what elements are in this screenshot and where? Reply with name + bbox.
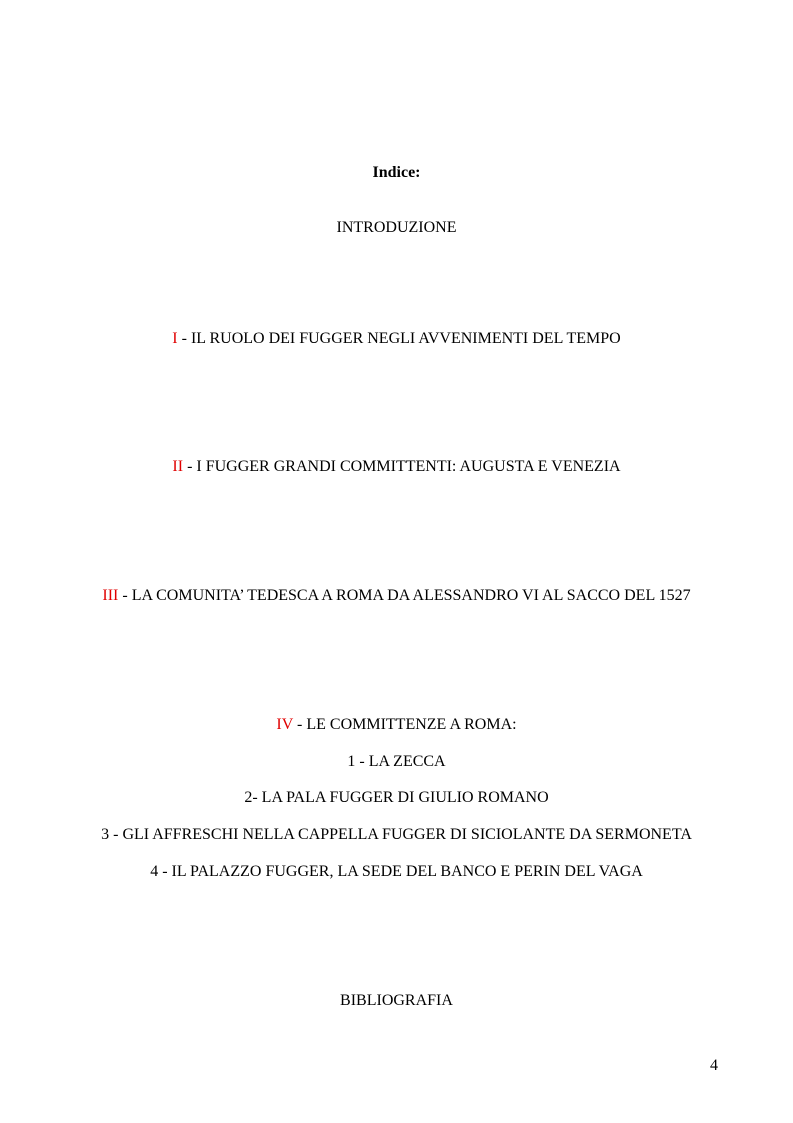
chapter-1-numeral: I — [172, 330, 178, 347]
toc-subsection-3: 3 - GLI AFFRESCHI NELLA CAPPELLA FUGGER DI SICIOLANTE DA SERMONETA — [101, 826, 692, 843]
toc-chapter-2 — [0, 457, 793, 477]
toc-bibliography: BIBLIOGRAFIA — [340, 992, 453, 1009]
toc-chapter-3 — [0, 586, 793, 606]
chapter-3-title: - LA COMUNITA’ TEDESCA A ROMA DA ALESSANDRO VI AL SACCO DEL 1527 — [118, 587, 691, 604]
index-heading: Indice: — [372, 164, 421, 181]
toc-subsection-2: 2- LA PALA FUGGER DI GIULIO ROMANO — [244, 789, 549, 806]
chapter-1-title: - IL RUOLO DEI FUGGER NEGLI AVVENIMENTI DEL TEMPO — [177, 330, 621, 347]
page-number: 4 — [710, 1057, 718, 1074]
toc-chapter-1 — [0, 329, 793, 349]
toc-subsection-1: 1 - LA ZECCA — [347, 753, 446, 770]
chapter-2-title: - I FUGGER GRANDI COMMITTENTI: AUGUSTA E VENEZIA — [183, 458, 621, 475]
chapter-4-numeral: IV — [276, 716, 294, 733]
toc-introduction: INTRODUZIONE — [336, 219, 457, 236]
toc-subsection-4: 4 - IL PALAZZO FUGGER, LA SEDE DEL BANCO E PERIN DEL VAGA — [150, 863, 643, 880]
chapter-4-title: - LE COMMITTENZE A ROMA: — [293, 716, 517, 733]
toc-chapter-4 — [0, 715, 793, 735]
chapter-3-numeral: III — [102, 587, 119, 604]
chapter-2-numeral: II — [172, 458, 184, 475]
